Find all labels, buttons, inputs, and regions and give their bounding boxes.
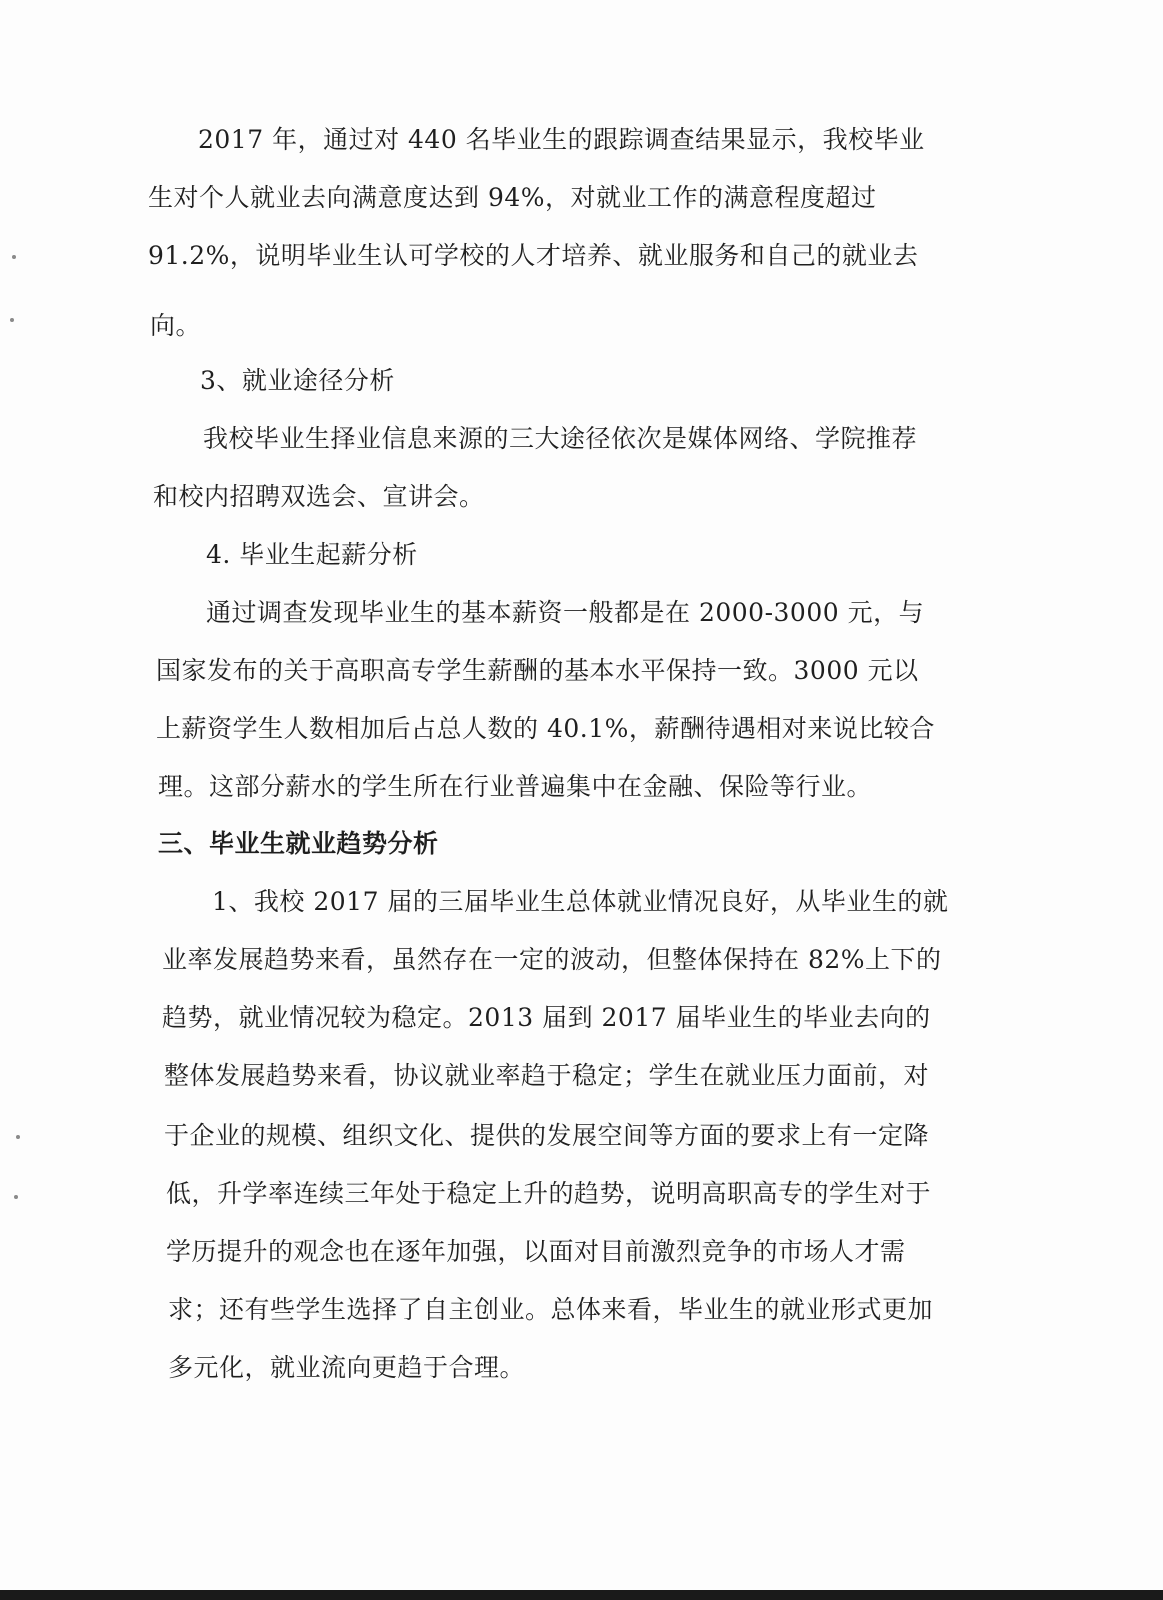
chapter-3-line-5: 于企业的规模、组织文化、提供的发展空间等方面的要求上有一定降 xyxy=(164,1121,930,1150)
scan-speck xyxy=(16,1135,20,1139)
section-3-line-2: 和校内招聘双选会、宣讲会。 xyxy=(153,482,485,511)
chapter-3-line-1: 1、我校 2017 届的三届毕业生总体就业情况良好，从毕业生的就 xyxy=(212,887,949,916)
scan-speck xyxy=(14,1195,18,1199)
section-3-line-1: 我校毕业生择业信息来源的三大途径依次是媒体网络、学院推荐 xyxy=(203,424,918,453)
scan-speck xyxy=(10,318,14,322)
paragraph-satisfaction-line-1: 2017 年，通过对 440 名毕业生的跟踪调查结果显示，我校毕业 xyxy=(198,125,925,154)
chapter-3-line-4: 整体发展趋势来看，协议就业率趋于稳定；学生在就业压力面前，对 xyxy=(164,1061,930,1090)
section-4-line-4: 理。这部分薪水的学生所在行业普遍集中在金融、保险等行业。 xyxy=(158,772,873,801)
section-4-line-3: 上薪资学生人数相加后占总人数的 40.1%，薪酬待遇相对来说比较合 xyxy=(156,714,935,743)
section-4-line-1: 通过调查发现毕业生的基本薪资一般都是在 2000-3000 元，与 xyxy=(206,598,925,627)
scan-bottom-edge xyxy=(0,1590,1163,1600)
chapter-3-line-6: 低，升学率连续三年处于稳定上升的趋势，说明高职高专的学生对于 xyxy=(166,1179,932,1208)
section-4-title: 4. 毕业生起薪分析 xyxy=(206,540,418,569)
chapter-3-line-7: 学历提升的观念也在逐年加强，以面对目前激烈竞争的市场人才需 xyxy=(166,1237,906,1266)
chapter-3-line-8: 求；还有些学生选择了自主创业。总体来看，毕业生的就业形式更加 xyxy=(168,1295,934,1324)
scan-speck xyxy=(12,255,16,259)
paragraph-satisfaction-line-4: 向。 xyxy=(150,311,202,340)
section-3-title: 3、就业途径分析 xyxy=(200,366,395,395)
section-4-line-2: 国家发布的关于高职高专学生薪酬的基本水平保持一致。3000 元以 xyxy=(156,656,919,685)
chapter-3-line-9: 多元化，就业流向更趋于合理。 xyxy=(168,1353,526,1382)
chapter-3-title: 三、毕业生就业趋势分析 xyxy=(158,829,439,858)
chapter-3-line-2: 业率发展趋势来看，虽然存在一定的波动，但整体保持在 82%上下的 xyxy=(162,945,942,974)
paragraph-satisfaction-line-2: 生对个人就业去向满意度达到 94%，对就业工作的满意程度超过 xyxy=(148,183,877,212)
chapter-3-line-3: 趋势，就业情况较为稳定。2013 届到 2017 届毕业生的毕业去向的 xyxy=(162,1003,931,1032)
paragraph-satisfaction-line-3: 91.2%，说明毕业生认可学校的人才培养、就业服务和自己的就业去 xyxy=(148,241,919,270)
